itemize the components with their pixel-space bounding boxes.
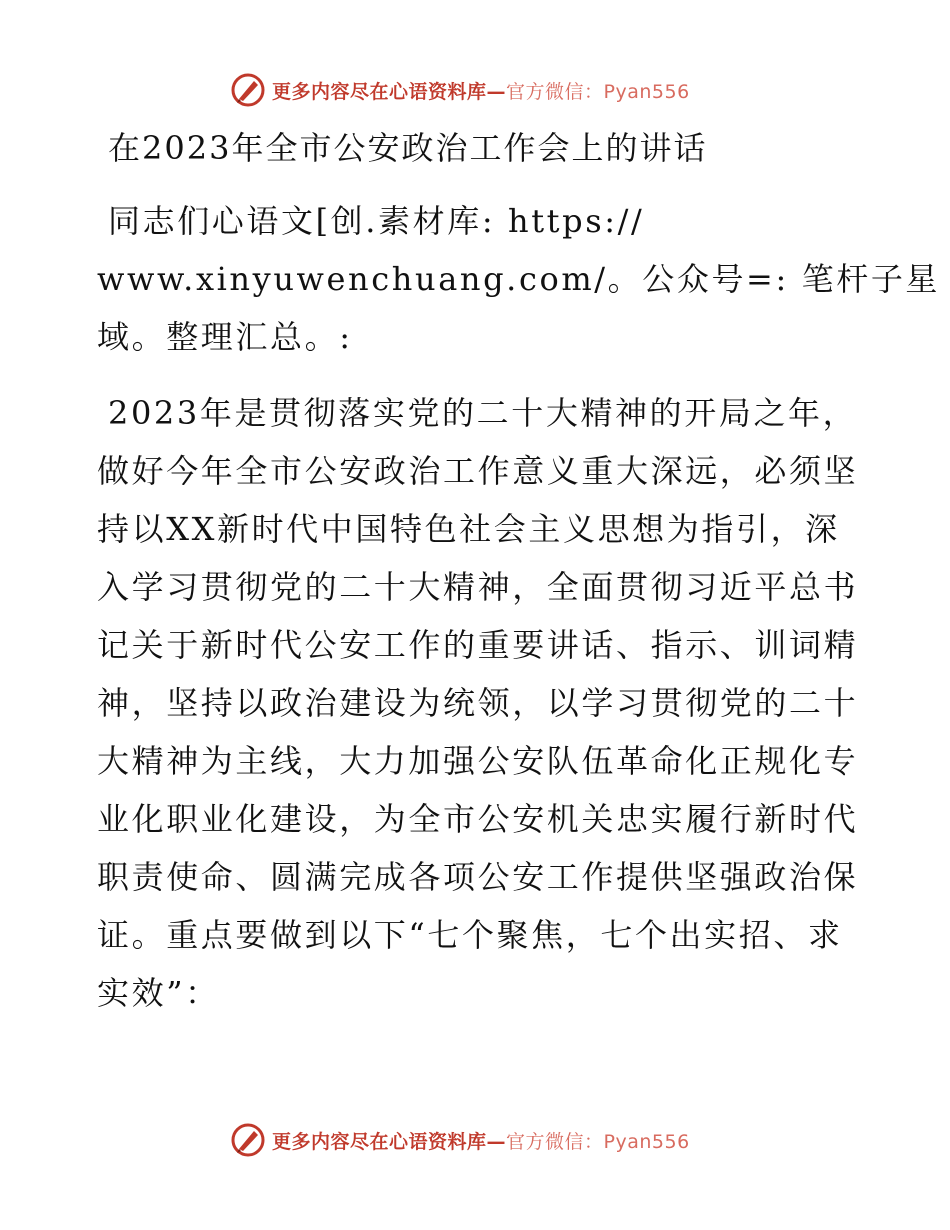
body-line: 实效”： — [97, 974, 220, 1012]
header-banner — [230, 70, 750, 110]
body-line: 2023年是贯彻落实党的二十大精神的开局之年， — [108, 394, 858, 432]
footer-banner-wechat: 官方微信：Pyan556 — [506, 1130, 690, 1153]
body-line: 入学习贯彻党的二十大精神，全面贯彻习近平总书 — [97, 568, 859, 606]
header-banner-site: 更多内容尽在心语资料库— — [272, 80, 507, 103]
intro-line: 域。整理汇总。: — [97, 318, 353, 356]
body-paragraph — [97, 384, 857, 1022]
footer-banner-text — [272, 1127, 690, 1154]
pen-logo-icon — [230, 72, 266, 108]
body-line: 做好今年全市公安政治工作意义重大深远，必须坚 — [97, 452, 859, 490]
body-line: 职责使命、圆满完成各项公安工作提供坚强政治保 — [97, 858, 859, 896]
body-line: 业化职业化建设，为全市公安机关忠实履行新时代 — [97, 800, 859, 838]
document-title: 在2023年全市公安政治工作会上的讲话 — [108, 129, 708, 167]
header-banner-wechat: 官方微信：Pyan556 — [506, 80, 690, 103]
intro-line: www.xinyuwenchuang.com/。公众号=: 笔杆子星 — [97, 260, 941, 298]
header-banner-text — [272, 77, 690, 104]
intro-paragraph — [97, 192, 941, 366]
body-line: 神，坚持以政治建设为统领，以学习贯彻党的二十 — [97, 684, 859, 722]
pen-logo-icon — [230, 1122, 266, 1158]
intro-line: 同志们心语文[创.素材库: https:// — [108, 202, 645, 240]
body-line: 记关于新时代公安工作的重要讲话、指示、训词精 — [97, 626, 859, 664]
footer-banner-site: 更多内容尽在心语资料库— — [272, 1130, 507, 1153]
body-line: 大精神为主线，大力加强公安队伍革命化正规化专 — [97, 742, 859, 780]
footer-banner — [230, 1120, 750, 1160]
body-line: 持以XX新时代中国特色社会主义思想为指引，深 — [97, 510, 840, 548]
body-line: 证。重点要做到以下“七个聚焦，七个出实招、求 — [97, 916, 843, 954]
